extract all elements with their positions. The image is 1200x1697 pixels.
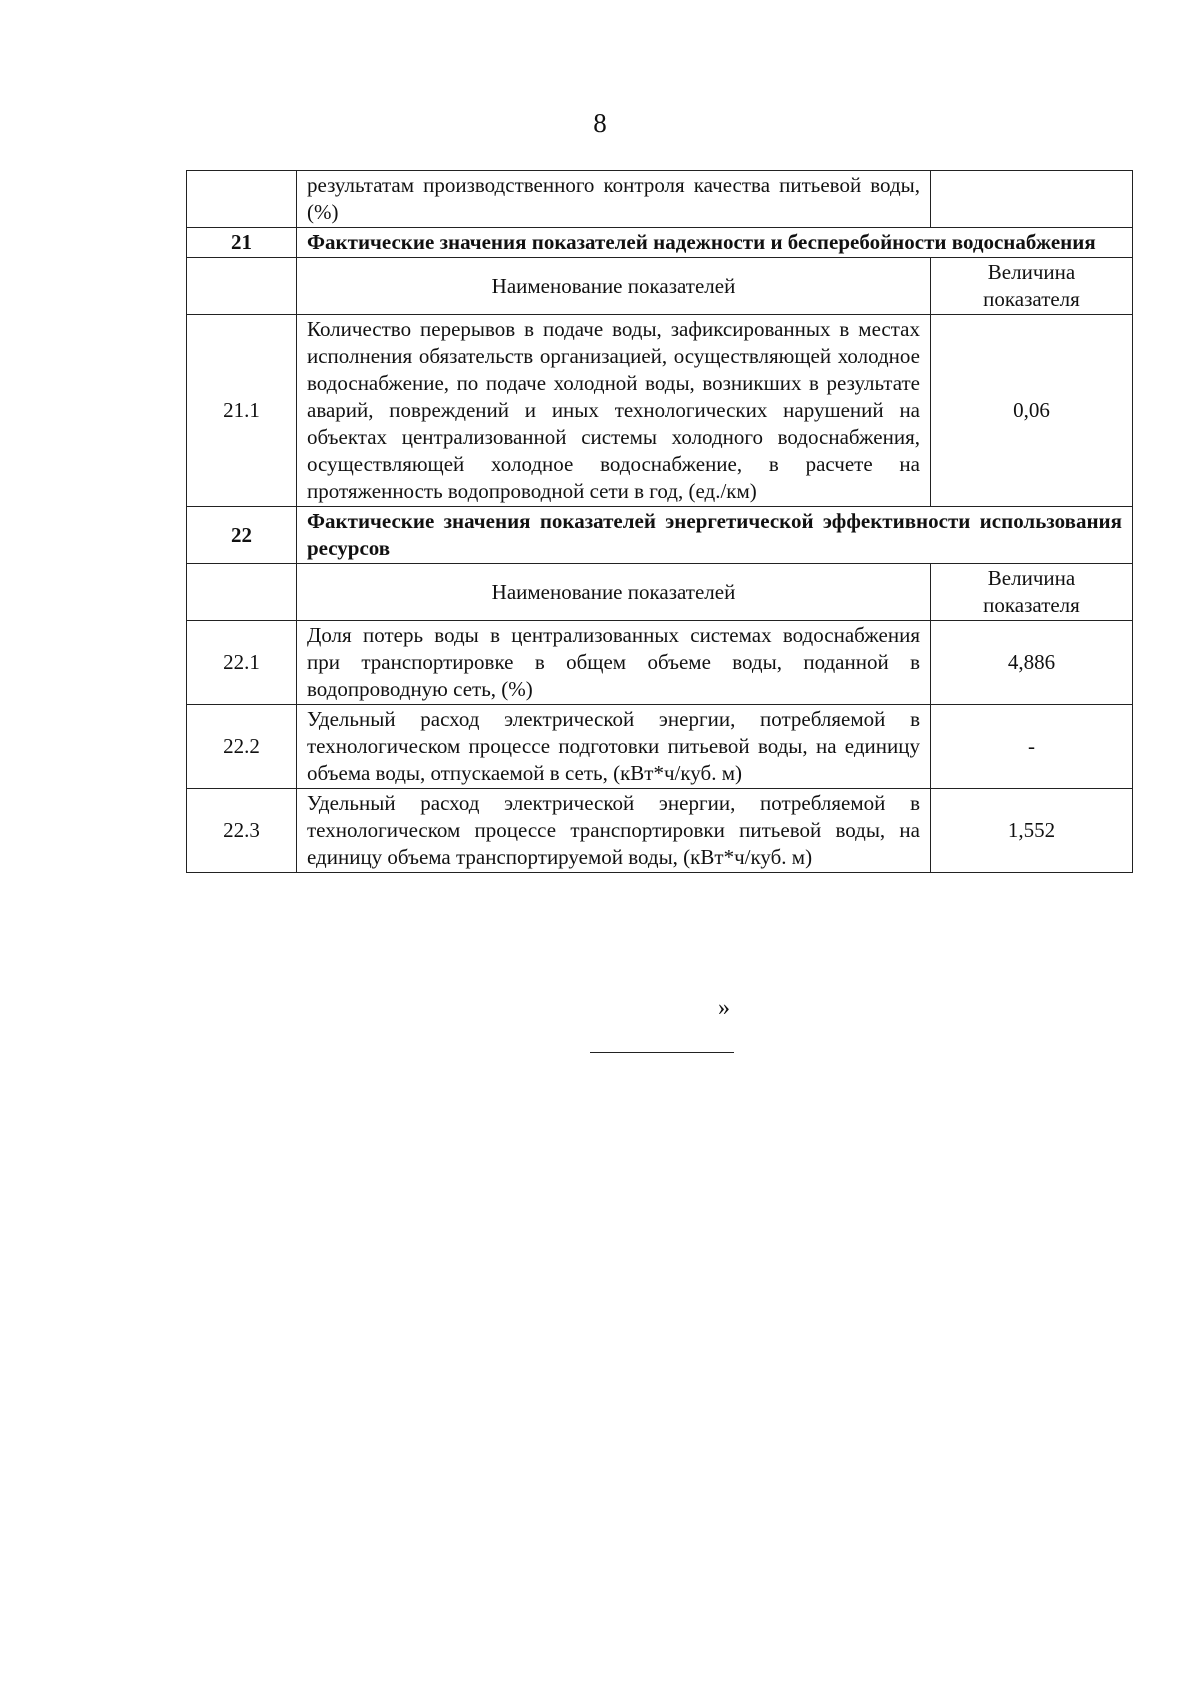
indicator-name: Удельный расход электрической энергии, потребляемой в технологическом процессе подготовки питьевой воды, на единицу объема воды, отпускаемой в сеть, (кВт*ч/куб. м) [297, 705, 931, 789]
table-row [187, 315, 1133, 507]
closing-quote-mark: » [718, 995, 730, 1021]
row-number: 22.2 [187, 705, 297, 789]
indicator-value: - [931, 705, 1133, 789]
row-number-cell [187, 258, 297, 315]
indicator-name: Удельный расход электрической энергии, потребляемой в технологическом процессе транспортировки питьевой воды, на единицу объема транспортируемой воды, (кВт*ч/куб. м) [297, 789, 931, 873]
indicator-value: 4,886 [931, 621, 1133, 705]
section-number: 22 [187, 507, 297, 564]
indicator-name: Количество перерывов в подаче воды, зафиксированных в местах исполнения обязательств организацией, осуществляющей холодное водоснабжение, по подаче холодной воды, возникших в результате аварий, повреждений и иных технологических нарушений на объектах централизованной системы холодного водоснабжения, осуществляющей холодное водоснабжение, в расчете на протяженность водопроводной сети в год, (ед./км) [297, 315, 931, 507]
row-number: 21.1 [187, 315, 297, 507]
column-header-name: Наименование показателей [297, 258, 931, 315]
section-title: Фактические значения показателей энергетической эффективности использования ресурсов [297, 507, 1133, 564]
section-22-title-row [187, 507, 1133, 564]
table-row [187, 705, 1133, 789]
section-21-header-row [187, 258, 1133, 315]
indicator-value: 1,552 [931, 789, 1133, 873]
page-number: 8 [593, 108, 607, 138]
section-number: 21 [187, 228, 297, 258]
section-22-header-row [187, 564, 1133, 621]
table-row-continuation [187, 171, 1133, 228]
row-number-cell [187, 171, 297, 228]
row-number: 22.1 [187, 621, 297, 705]
indicators-table [186, 170, 1133, 873]
row-number: 22.3 [187, 789, 297, 873]
table-row [187, 621, 1133, 705]
column-header-value: Величина показателя [931, 564, 1133, 621]
footer-divider [590, 1052, 734, 1053]
table-row [187, 789, 1133, 873]
section-title: Фактические значения показателей надежности и бесперебойности водоснабжения [297, 228, 1133, 258]
section-21-title-row [187, 228, 1133, 258]
column-header-value: Величина показателя [931, 258, 1133, 315]
indicator-name: Доля потерь воды в централизованных системах водоснабжения при транспортировке в общем объеме воды, поданной в водопроводную сеть, (%) [297, 621, 931, 705]
indicator-value-cell [931, 171, 1133, 228]
indicator-value: 0,06 [931, 315, 1133, 507]
column-header-name: Наименование показателей [297, 564, 931, 621]
indicator-name-cell: результатам производственного контроля качества питьевой воды, (%) [297, 171, 931, 228]
row-number-cell [187, 564, 297, 621]
